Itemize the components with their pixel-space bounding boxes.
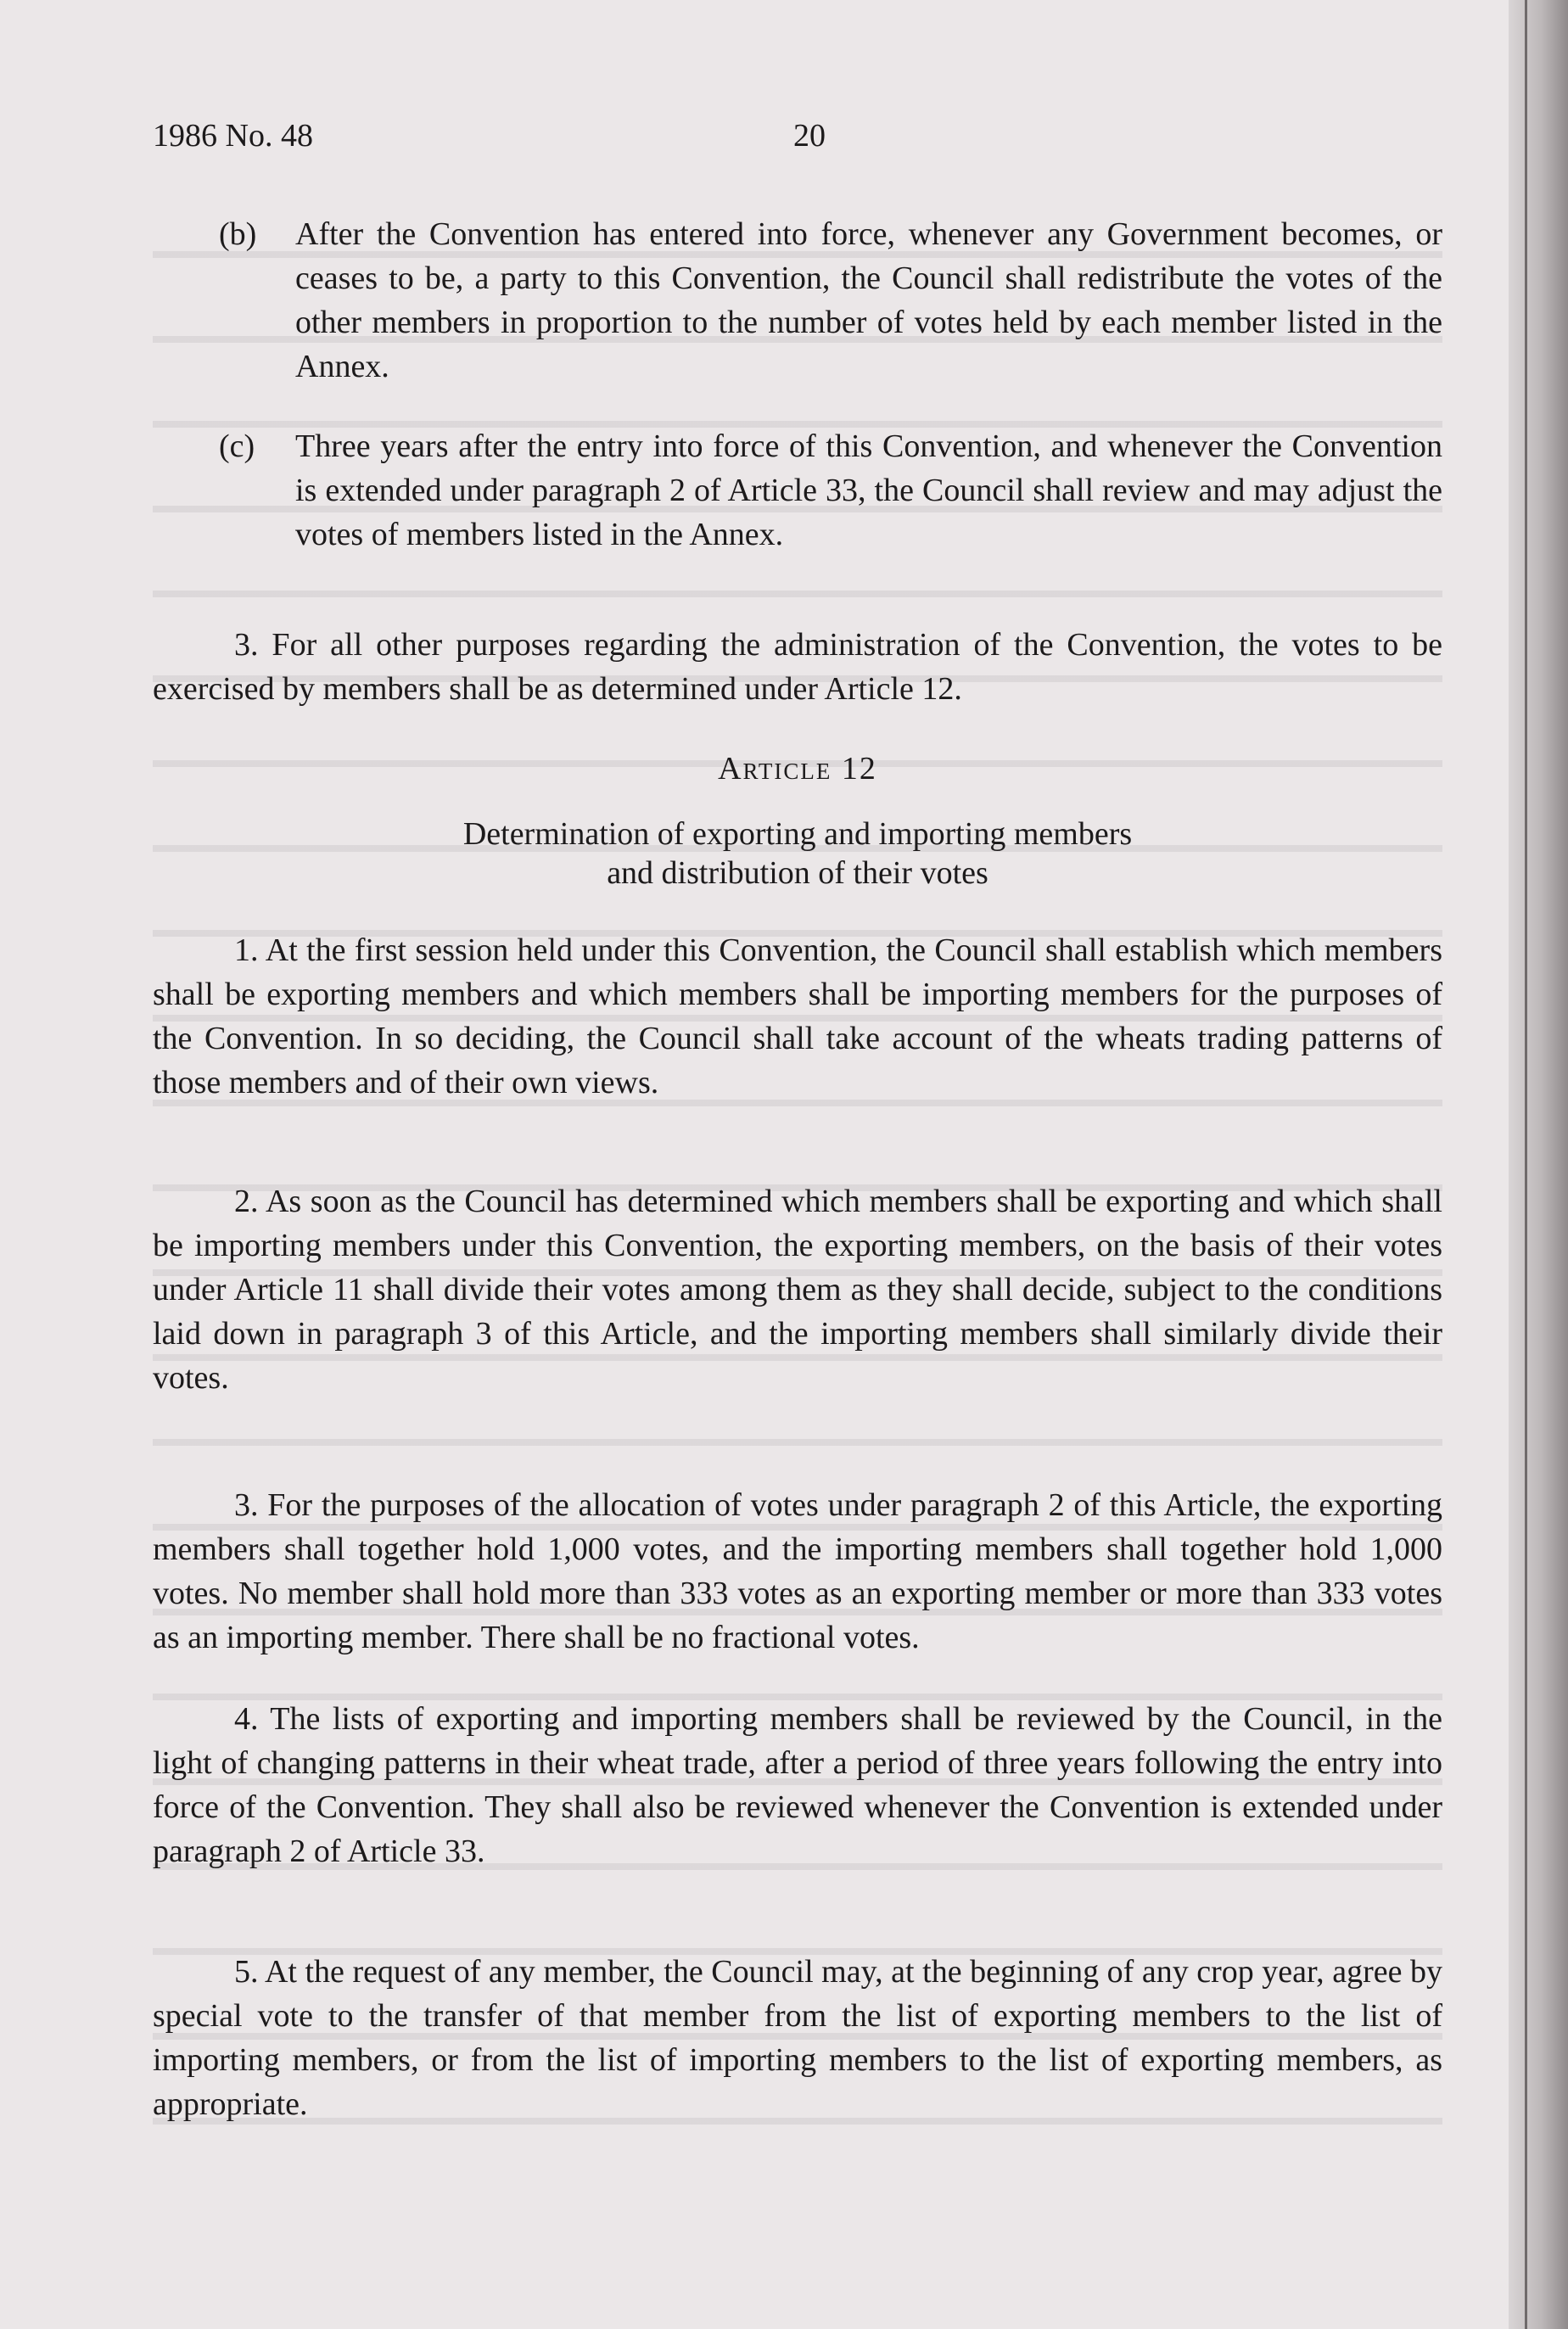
page-body [153,212,1442,2126]
subparagraph-label: (c) [219,428,255,464]
page-header [153,117,1442,160]
article-subtitle [153,815,1442,893]
article-heading [153,747,1442,893]
statute-reference: 1986 No. 48 [153,118,313,154]
subparagraph-c [153,424,1442,557]
subparagraph-b [153,212,1442,389]
paragraph-3: 3. For all other purposes regarding the administration of the Convention, the votes to be exercised by members shall be as determined under Article 12. [153,627,1442,707]
article12-paragraph-5: 5. At the request of any member, the Council may, at the beginning of any crop year, agree by special vote to the transfer of that member from the list of exporting members to the list of importing members, or from the list of importing members to the list of exporting members, as appropriate. [153,1954,1442,2122]
article12-paragraph-4: 4. The lists of exporting and importing members shall be reviewed by the Council, in the light of changing patterns in their wheat trade, after a period of three years following the entry into force of the Convention. They shall also be reviewed whenever the Convention is extended under paragraph 2 of Article 33. [153,1701,1442,1869]
page-number: 20 [793,118,826,154]
subparagraph-text: Three years after the entry into force of this Convention, and whenever the Convention is extended under paragraph 2 of Article 33, the Council shall review and may adjust the votes of members listed in the Annex. [295,428,1442,552]
subparagraph-text: After the Convention has entered into force, whenever any Government becomes, or ceases to be, a party to this Convention, the Council shall redistribute the votes of the other members in proportion to the number of votes held by each member listed in the Annex. [295,216,1442,384]
subparagraph-label: (b) [219,216,257,252]
article-subtitle-line-1: Determination of exporting and importing members [462,816,1133,852]
article-subtitle-line-2: and distribution of their votes [607,855,988,891]
page-edge-line [1525,0,1527,2329]
article-title: Article 12 [718,751,877,787]
article12-paragraph-3: 3. For the purposes of the allocation of votes under paragraph 2 of this Article, the exporting members shall together hold 1,000 votes, and the importing members shall together hold 1,000 votes. No member shall hold more than 333 votes as an exporting member or more than 333 votes as an importing member. There shall be no fractional votes. [153,1487,1442,1655]
page-edge-shadow [1509,0,1568,2329]
article12-paragraph-1: 1. At the first session held under this Convention, the Council shall establish which members shall be exporting members and which members shall be importing members for the purposes of the Convention. In so deciding, the Council shall take account of the wheats trading patterns of those members and of their own views. [153,932,1442,1100]
article12-paragraph-2: 2. As soon as the Council has determined which members shall be exporting and which shall be importing members under this Convention, the exporting members, on the basis of their votes under Article 11 shall divide their votes among them as they shall decide, subject to the conditions laid down in paragraph 3 of this Article, and the importing members shall similarly divide their votes. [153,1184,1442,1396]
